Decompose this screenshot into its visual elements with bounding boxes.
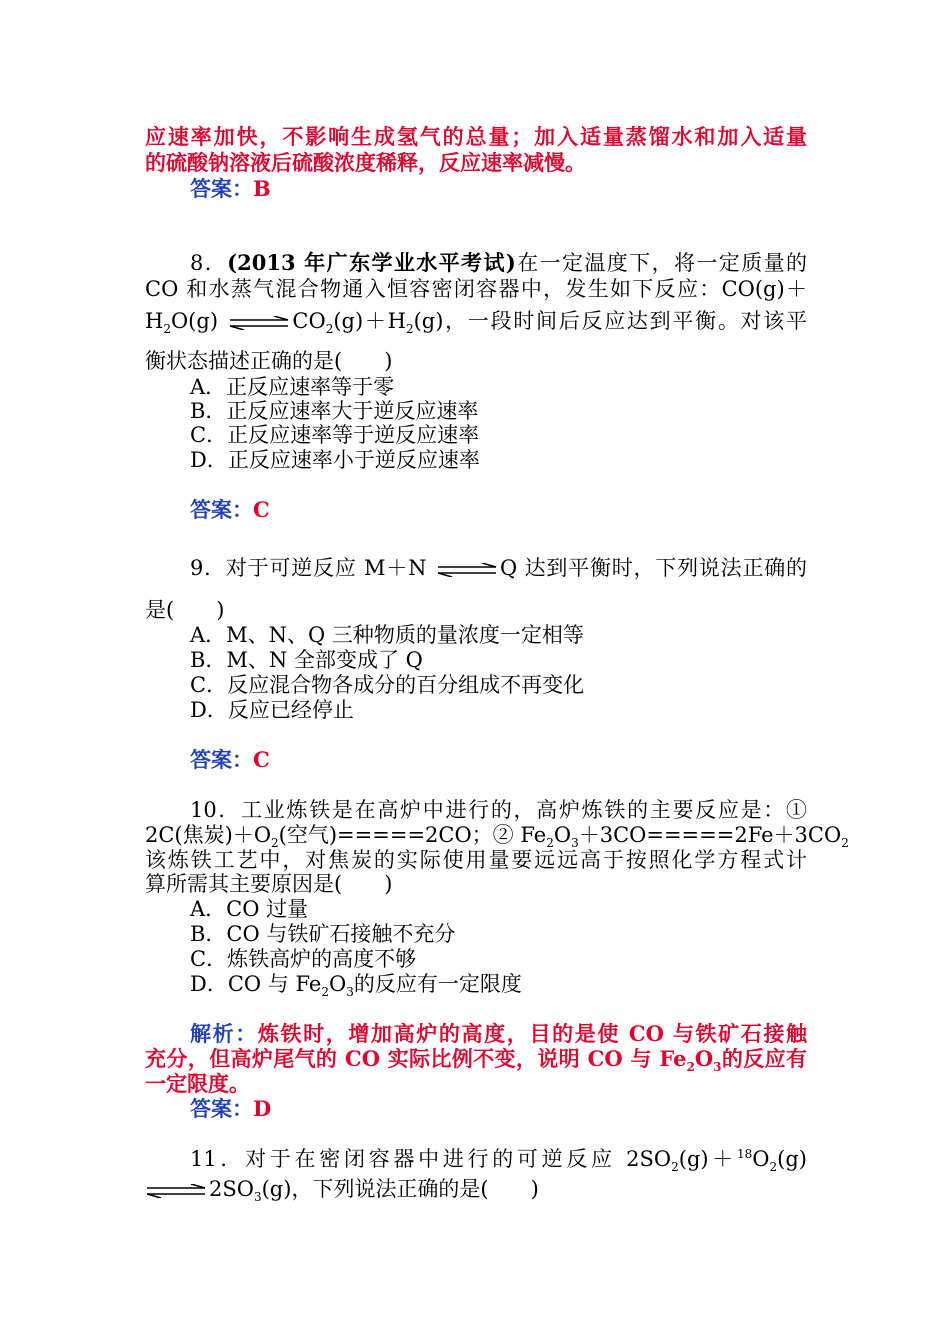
subscript: 2 [841,836,849,851]
answer-q8 [190,497,807,523]
option-b: B．正反应速率大于逆反应速率 [190,399,479,423]
question-text: 9．对于可逆反应 M＋N [190,556,427,580]
question-11-line1 [190,1146,807,1175]
subscript: 2 [271,836,279,851]
subscript: 2 [686,1060,695,1075]
answer-label: 答案： [190,176,253,201]
subscript: 3 [713,1060,722,1075]
question-text: 11．对于在密闭容器中进行的可逆反应 2SO [190,1147,672,1171]
formula-part: ＋3CO=====2Fe＋3CO [578,823,842,847]
answer-q10 [190,1096,807,1122]
answer-value: C [253,497,270,522]
option-c: C．正反应速率等于逆反应速率 [190,423,480,447]
subscript: 2 [321,985,329,1000]
question-text: (g)，下列说法正确的是( ) [261,1177,539,1201]
subscript: 2 [671,1160,679,1175]
question-8-line1 [190,250,807,276]
question-source: (2013 年广东学业水平考试) [227,250,516,275]
subscript: 3 [253,1190,262,1205]
option-text: D．CO 与 Fe [190,972,322,996]
option-b: B．CO 与铁矿石接触不充分 [190,922,456,946]
subscript: 3 [346,985,354,1000]
question-text: Q 达到平衡时，下列说法正确的 [499,556,807,580]
question-text: O [752,1147,770,1171]
explanation-line [145,1046,807,1075]
question-10-line3: 该炼铁工艺中，对焦炭的实际使用量要远远高于按照化学方程式计 [145,848,807,872]
answer-q9 [190,747,807,773]
option-a: A．M、N、Q 三种物质的量浓度一定相等 [190,623,584,647]
question-8-line4: 衡状态描述正确的是( ) [145,349,393,373]
formula-part: CO [292,309,326,333]
formula-part: O(g) [170,309,219,333]
explanation-text: O [694,1046,714,1071]
formula-part: O [553,823,572,847]
answer-value: D [253,1096,272,1121]
option-d: D．反应已经停止 [190,698,354,722]
subscript: 2 [769,1160,778,1175]
answer-label: 答案： [190,1096,253,1121]
option-text: 的反应有一定限度 [353,972,522,996]
question-text: (g) [777,1147,807,1171]
subscript: 2 [405,322,414,337]
answer-value: C [253,747,270,772]
formula-part: 2C(焦炭)＋O [145,823,272,847]
formula-part: (空气)=====2CO；② Fe [278,823,547,847]
explanation-label: 解析： [190,1021,258,1046]
explanation-line: 的硫酸钠溶液后硫酸浓度稀释，反应速率减慢。 [145,150,586,175]
option-d: D．正反应速率小于逆反应速率 [190,448,480,472]
answer-label: 答案： [190,747,253,772]
explanation-text: 充分，但高炉尾气的 CO 实际比例不变，说明 CO 与 Fe [145,1046,687,1071]
formula-part: (g)，一段时间后反应达到平衡。对该平 [413,309,807,333]
question-9-line2: 是( ) [145,598,225,622]
option-b: B．M、N 全部变成了 Q [190,648,423,672]
option-c: C．反应混合物各成分的百分组成不再变化 [190,673,585,697]
option-a: A．CO 过量 [190,897,309,921]
subscript: 2 [163,322,171,337]
explanation-line [190,1021,807,1047]
question-9-line1 [190,555,807,581]
question-8-line3 [145,308,807,337]
subscript: 2 [325,322,334,337]
formula-part: 2SO [209,1177,254,1201]
subscript: 3 [571,836,579,851]
question-number: 8． [190,251,228,275]
question-text: 在一定温度下，将一定质量的 [515,251,807,275]
question-text: (g)＋ [678,1147,738,1171]
superscript: 18 [737,1147,753,1161]
explanation-line: 一定限度。 [145,1071,250,1096]
explanation-line: 应速率加快，不影响生成氢气的总量；加入适量蒸馏水和加入适量 [145,124,807,149]
explanation-text: 炼铁时，增加高炉的高度，目的是使 CO 与铁矿石接触 [257,1021,807,1046]
reversible-arrow-icon [145,1184,207,1198]
answer-q7 [190,176,807,202]
question-10-line4: 算所需其主要原因是( ) [145,872,393,896]
formula-part: (g)＋H [333,309,406,333]
answer-value: B [253,176,271,201]
formula-part: H [145,309,164,333]
question-8-line2: CO 和水蒸气混合物通入恒容密闭容器中，发生如下反应：CO(g)＋ [145,277,807,301]
reversible-arrow-icon [228,316,290,330]
question-10-line2 [145,822,849,851]
answer-label: 答案： [190,497,253,522]
subscript: 2 [546,836,554,851]
explanation-text: 的反应有 [721,1046,807,1071]
question-10-line1: 10．工业炼铁是在高炉中进行的，高炉炼铁的主要反应是：① [190,798,807,822]
reversible-arrow-icon [436,563,498,577]
option-d [190,971,807,1000]
question-11-line2 [145,1176,807,1205]
option-c: C．炼铁高炉的高度不够 [190,947,417,971]
option-text: O [328,972,347,996]
option-a: A．正反应速率等于零 [190,375,395,399]
